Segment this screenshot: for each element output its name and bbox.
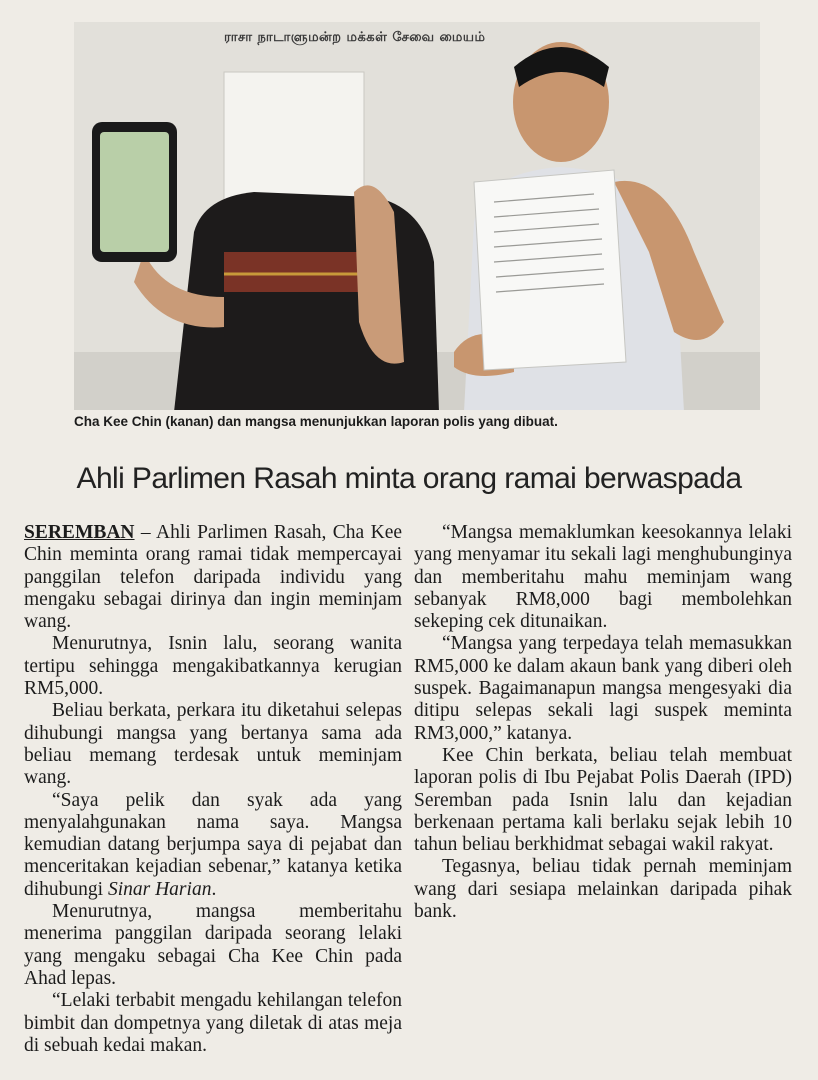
paragraph-2: Menurutnya, Isnin lalu, seorang wanita tertipu sehingga mengakibatkannya kerugian RM5,000.	[24, 633, 402, 700]
wall-sign-text: ராசா நாடாளுமன்ற மக்கள் சேவை மையம்	[224, 30, 486, 45]
paragraph-4	[24, 790, 402, 901]
paragraph-6: “Lelaki terbabit mengadu kehilangan telefon bimbit dan dompetnya yang diletak di atas meja di sebuah kedai makan.	[24, 990, 402, 1056]
paragraph-3: Beliau berkata, perkara itu diketahui selepas dihubungi mangsa yang bertanya sama ada beliau memang terdesak untuk meminjam wang.	[24, 700, 402, 789]
article-column-right	[414, 522, 792, 923]
paragraph-4-end: .	[211, 878, 217, 900]
article-headline: Ahli Parlimen Rasah minta orang ramai berwaspada	[76, 462, 742, 495]
source-publication: Sinar Harian	[107, 878, 212, 900]
news-photo	[74, 22, 760, 410]
article-column-left	[24, 522, 402, 1057]
paragraph-1-text: – Ahli Parlimen Rasah, Cha Kee Chin meminta orang ramai tidak mempercayai panggilan telefon daripada individu yang mengaku sebagai dirinya dan ingin meminjam wang.	[24, 522, 402, 633]
paragraph-1	[24, 522, 402, 633]
paragraph-4-text: “Saya pelik dan syak ada yang menyalahgunakan nama saya. Mangsa kemudian datang berjumpa saya di pejabat dan menceritakan kejadian sebenar,” katanya ketika dihubungi	[24, 789, 402, 900]
paragraph-8: “Mangsa yang terpedaya telah memasukkan RM5,000 ke dalam akaun bank yang diberi oleh suspek. Bagaimanapun mangsa mengesyaki dia ditipu selepas sekali lagi suspek meminta RM3,000,” katanya.	[414, 633, 792, 744]
paragraph-9: Kee Chin berkata, beliau telah membuat laporan polis di Ibu Pejabat Polis Daerah (IPD) Seremban pada Isnin lalu dan kejadian berkenaan pertama kali berlaku sejak lebih 10 tahun beliau berkhidmat sebagai wakil rakyat.	[414, 744, 792, 856]
paragraph-10: Tegasnya, beliau tidak pernah meminjam wang dari sesiapa melainkan daripada pihak bank.	[414, 856, 792, 923]
paragraph-7: “Mangsa memaklumkan keesokannya lelaki yang menyamar itu sekali lagi menghubunginya dan memberitahu mahu meminjam wang sebanyak RM8,000 bagi membolehkan sekeping cek ditunaikan.	[414, 522, 792, 633]
dateline: SEREMBAN	[24, 522, 135, 543]
photo-caption: Cha Kee Chin (kanan) dan mangsa menunjukkan laporan polis yang dibuat.	[74, 414, 558, 429]
paragraph-5: Menurutnya, mangsa memberitahu menerima panggilan daripada seorang lelaki yang mengaku sebagai Cha Kee Chin pada Ahad lepas.	[24, 901, 402, 989]
photo-illustration	[74, 22, 760, 410]
